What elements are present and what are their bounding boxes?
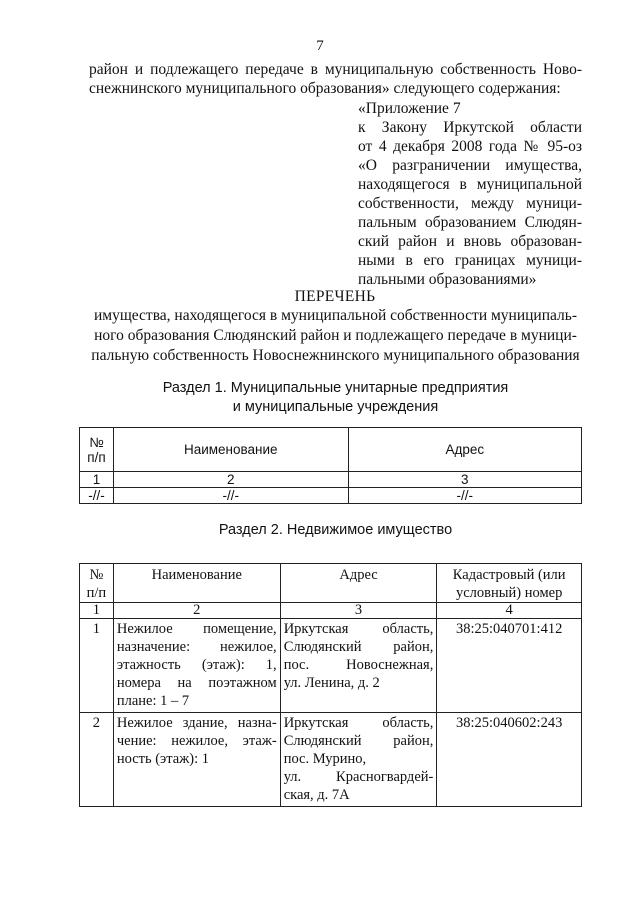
table-header-row <box>80 564 582 603</box>
appendix-line: ными в его границах муници- <box>358 252 582 269</box>
document-title: ПЕРЕЧЕНЬ <box>294 288 376 305</box>
cell-line: Нежилое здание, назна- <box>116 715 277 731</box>
column-number: 1 <box>80 472 114 488</box>
cell-line: ская, д. 7А <box>283 787 350 803</box>
cell-line: чение: нежилое, этаж- <box>116 733 277 749</box>
property-address <box>280 713 437 807</box>
cell-line: назначение: нежилое, <box>116 639 277 655</box>
property-name <box>113 713 280 807</box>
appendix-line: «Приложение 7 <box>358 100 461 117</box>
row-number: 1 <box>80 619 114 713</box>
header-number: № п/п <box>80 564 114 603</box>
appendix-line: пальным образованием Слюдян- <box>358 214 582 231</box>
cell-line: плане: 1 – 7 <box>116 693 190 709</box>
row-number: 2 <box>80 713 114 807</box>
cell-line: ул. Красногвардей- <box>283 769 434 785</box>
cell-line: этажность (этаж): 1, <box>116 657 277 673</box>
header-name: Наименование <box>113 428 348 472</box>
header-number: № п/п <box>80 428 114 472</box>
cell-line: пос. Мурино, <box>283 751 367 767</box>
section-2-heading: Раздел 2. Недвижимое имущество <box>218 522 453 538</box>
cell-line: Слюдянский район, <box>283 639 434 655</box>
table-row <box>80 713 582 807</box>
section-1-heading <box>89 379 582 417</box>
appendix-line: находящегося в муниципальной <box>358 176 582 193</box>
table-cell: -//- <box>348 488 581 504</box>
column-number: 3 <box>280 603 437 619</box>
header-address: Адрес <box>280 564 437 603</box>
section-heading-line: и муниципальные учреждения <box>232 399 439 415</box>
intro-line: снежнинского муниципального образования» следующего содержания: <box>89 80 561 97</box>
page-number: 7 <box>316 38 324 54</box>
cell-line: пос. Новоснежная, <box>283 657 434 673</box>
table-cell: -//- <box>113 488 348 504</box>
appendix-line: пальными образованиями» <box>358 271 537 288</box>
property-name <box>113 619 280 713</box>
intro-paragraph <box>89 60 582 98</box>
column-number: 4 <box>437 603 582 619</box>
cell-line: ность (этаж): 1 <box>116 751 209 767</box>
cell-line: Нежилое помещение, <box>116 621 277 637</box>
header-cadastral: Кадастровый (или условный) номер <box>437 564 582 603</box>
cell-line: Иркутская область, <box>283 621 434 637</box>
cell-line: номера на поэтажном <box>116 675 277 691</box>
table-header-row <box>80 428 582 472</box>
cell-line: Иркутская область, <box>283 715 434 731</box>
table-cell: -//- <box>80 488 114 504</box>
column-number: 2 <box>113 472 348 488</box>
column-number: 3 <box>348 472 581 488</box>
subtitle-line: имущества, находящегося в муниципальной собственности муниципаль- <box>93 307 577 324</box>
appendix-line: собственности, между муници- <box>358 195 582 212</box>
section-2-table <box>79 563 582 807</box>
table-row <box>80 619 582 713</box>
header-name: Наименование <box>113 564 280 603</box>
section-heading-line: Раздел 1. Муниципальные унитарные предприятия <box>162 380 509 396</box>
column-number-row <box>80 603 582 619</box>
cadastral-number: 38:25:040602:243 <box>437 713 582 807</box>
column-number-row <box>80 472 582 488</box>
table-row <box>80 488 582 504</box>
cell-line: ул. Ленина, д. 2 <box>283 675 380 691</box>
appendix-reference <box>358 99 582 289</box>
intro-line: район и подлежащего передаче в муниципальную собственность Ново- <box>89 61 582 78</box>
section-1-table <box>79 427 582 504</box>
column-number: 2 <box>113 603 280 619</box>
column-number: 1 <box>80 603 114 619</box>
appendix-line: от 4 декабря 2008 года № 95-оз <box>358 138 582 155</box>
cell-line: Слюдянский район, <box>283 733 434 749</box>
cadastral-number: 38:25:040701:412 <box>437 619 582 713</box>
header-address: Адрес <box>348 428 581 472</box>
appendix-line: к Закону Иркутской области <box>358 119 582 136</box>
document-subtitle <box>89 306 582 366</box>
property-address <box>280 619 437 713</box>
appendix-line: «О разграничении имущества, <box>358 157 582 174</box>
appendix-line: ский район и вновь образован- <box>358 233 582 250</box>
subtitle-line: пальную собственность Новоснежнинского муниципального образования <box>91 347 580 364</box>
subtitle-line: ного образования Слюдянский район и подлежащего передаче в муници- <box>94 327 577 344</box>
